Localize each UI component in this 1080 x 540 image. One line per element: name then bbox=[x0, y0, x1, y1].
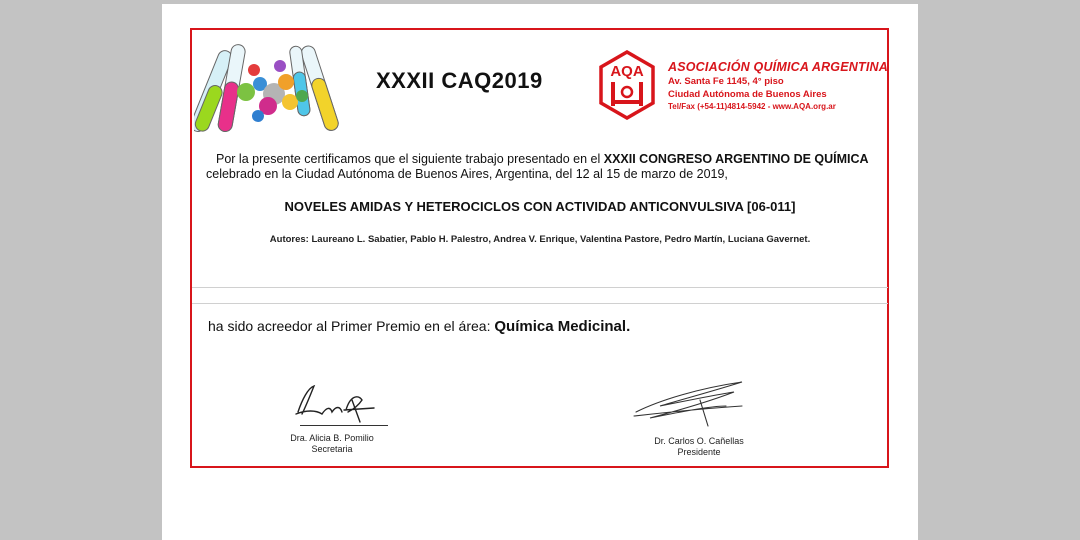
organization-name: ASOCIACIÓN QUÍMICA ARGENTINA bbox=[668, 60, 888, 74]
work-title: NOVELES AMIDAS Y HETEROCICLOS CON ACTIVIDAD ANTICONVULSIVA [06-011] bbox=[284, 199, 796, 214]
award-prefix: ha sido acreedor al Primer Premio en el área: bbox=[208, 318, 495, 334]
award-area: Química Medicinal. bbox=[494, 318, 631, 335]
certificate-text bbox=[206, 152, 876, 182]
aqa-logo-icon bbox=[597, 50, 657, 120]
signatory-right-name: Dr. Carlos O. Cañellas bbox=[654, 436, 744, 446]
signatory-left-name: Dra. Alicia B. Pomilio bbox=[290, 433, 374, 443]
event-title: XXXII CAQ2019 bbox=[376, 68, 543, 93]
test-tubes-icon bbox=[194, 42, 354, 138]
organization-address: Av. Santa Fe 1145, 4° piso bbox=[668, 76, 784, 87]
award-text bbox=[208, 318, 630, 335]
certificate-line-2: celebrado en la Ciudad Autónoma de Buenos Aires, Argentina, del 12 al 15 de marzo de 2019, bbox=[206, 167, 728, 181]
signatory-left-role: Secretaria bbox=[311, 444, 353, 454]
aqa-logo-text: AQA bbox=[610, 63, 644, 80]
signatory-right bbox=[614, 436, 784, 458]
authors: Autores: Laureano L. Sabatier, Pablo H. Palestro, Andrea V. Enrique, Valentina Pastore, Pedro Martín, Luciana Gavernet. bbox=[269, 234, 811, 245]
signature-line-left bbox=[300, 425, 388, 426]
signatory-right-role: Presidente bbox=[677, 447, 721, 457]
certificate-line-1-prefix: Por la presente certificamos que el siguiente trabajo presentado en el bbox=[216, 152, 604, 166]
divider bbox=[192, 287, 888, 304]
signatory-left bbox=[262, 433, 402, 455]
congress-name: XXXII CONGRESO ARGENTINO DE QUÍMICA bbox=[603, 152, 869, 166]
signature-left bbox=[292, 380, 392, 428]
organization-contact: Tel/Fax (+54-11)4814-5942 - www.AQA.org.ar bbox=[668, 102, 836, 111]
certificate-line-1 bbox=[206, 152, 876, 167]
organization-city: Ciudad Autónoma de Buenos Aires bbox=[668, 89, 827, 100]
organization-block bbox=[668, 60, 888, 111]
signature-right bbox=[630, 378, 750, 434]
